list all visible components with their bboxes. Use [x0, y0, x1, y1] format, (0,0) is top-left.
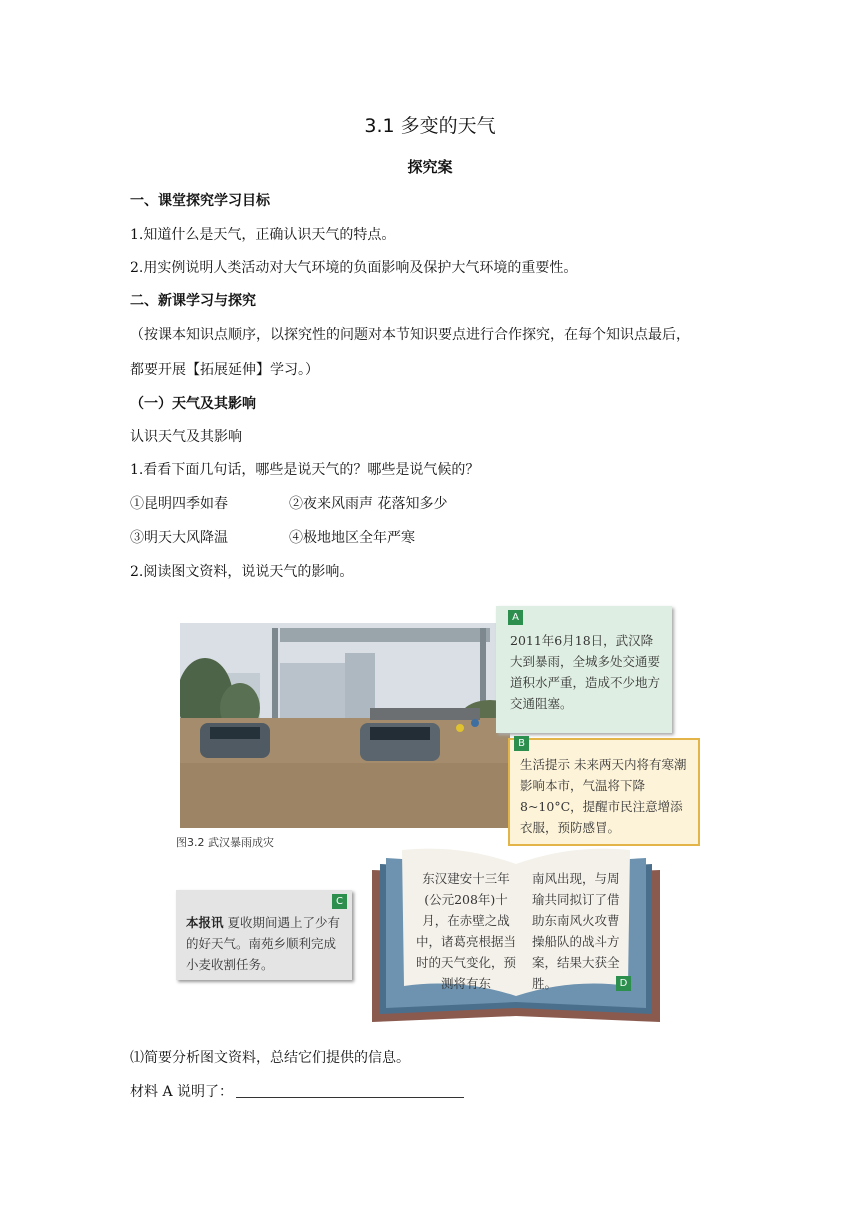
card-a-text: 2011年6月18日，武汉降大到暴雨，全城多处交通要道积水严重，造成不少地方交通阻塞。 [510, 633, 661, 711]
material-card-d-book [370, 846, 662, 1024]
goal-2: 2.用实例说明人类活动对大气环境的负面影响及保护大气环境的重要性。 [130, 260, 578, 276]
intro-line-1: （按课本知识点顺序，以探究性的问题对本节知识要点进行合作探究，在每个知识点最后， [130, 327, 690, 343]
figure-caption: 图3.2 武汉暴雨成灾 [176, 836, 274, 849]
page-subtitle: 探究案 [407, 158, 453, 176]
card-c-text: 夏收期间遇上了少有的好天气。南苑乡顺利完成小麦收割任务。 [186, 915, 340, 972]
subsection-desc: 认识天气及其影响 [130, 429, 242, 445]
option-1: ①昆明四季如春 [130, 496, 228, 512]
material-card-b [508, 738, 700, 846]
goal-1: 1.知道什么是天气，正确认识天气的特点。 [130, 227, 396, 243]
card-b-text: 生活提示 未来两天内将有寒潮影响本市，气温将下降8~10°C，提醒市民注意增添衣服，预防感冒。 [520, 757, 687, 835]
option-4: ④极地地区全年严寒 [289, 530, 415, 546]
card-d-left-text: 东汉建安十三年(公元208年)十月，在赤壁之战中，诸葛亮根据当时的天气变化，预测将有东 [416, 871, 517, 991]
material-card-c [176, 890, 352, 980]
figure-weather-materials [170, 600, 700, 1025]
option-2: ②夜来风雨声 花落知多少 [289, 496, 448, 512]
flood-photo [180, 623, 510, 828]
tag-d: D [616, 976, 631, 991]
answer-a-blank[interactable] [236, 1097, 464, 1098]
intro-line-2: 都要开展【拓展延伸】学习。） [130, 362, 319, 378]
question-2: 2.阅读图文资料，说说天气的影响。 [130, 564, 354, 580]
card-d-right-text: 南风出现，与周瑜共同拟订了借助东南风火攻曹操船队的战斗方案，结果大获全胜。 [532, 871, 620, 991]
card-c-lead: 本报讯 [186, 915, 224, 930]
subsection-heading: （一）天气及其影响 [130, 396, 256, 412]
answer-a-label: 材料 A 说明了： [130, 1084, 234, 1100]
page-title: 3.1 多变的天气 [364, 115, 496, 137]
tag-b: B [514, 736, 529, 751]
question-1: 1.看看下面几句话，哪些是说天气的？哪些是说气候的？ [130, 462, 480, 478]
section-heading-goals: 一、课堂探究学习目标 [130, 193, 270, 209]
option-3: ③明天大风降温 [130, 530, 228, 546]
tag-c: C [332, 894, 347, 909]
section-heading-study: 二、新课学习与探究 [130, 293, 256, 309]
tag-a: A [508, 610, 523, 625]
question-2-1: ⑴简要分析图文资料，总结它们提供的信息。 [130, 1050, 410, 1066]
material-card-a [496, 606, 672, 733]
